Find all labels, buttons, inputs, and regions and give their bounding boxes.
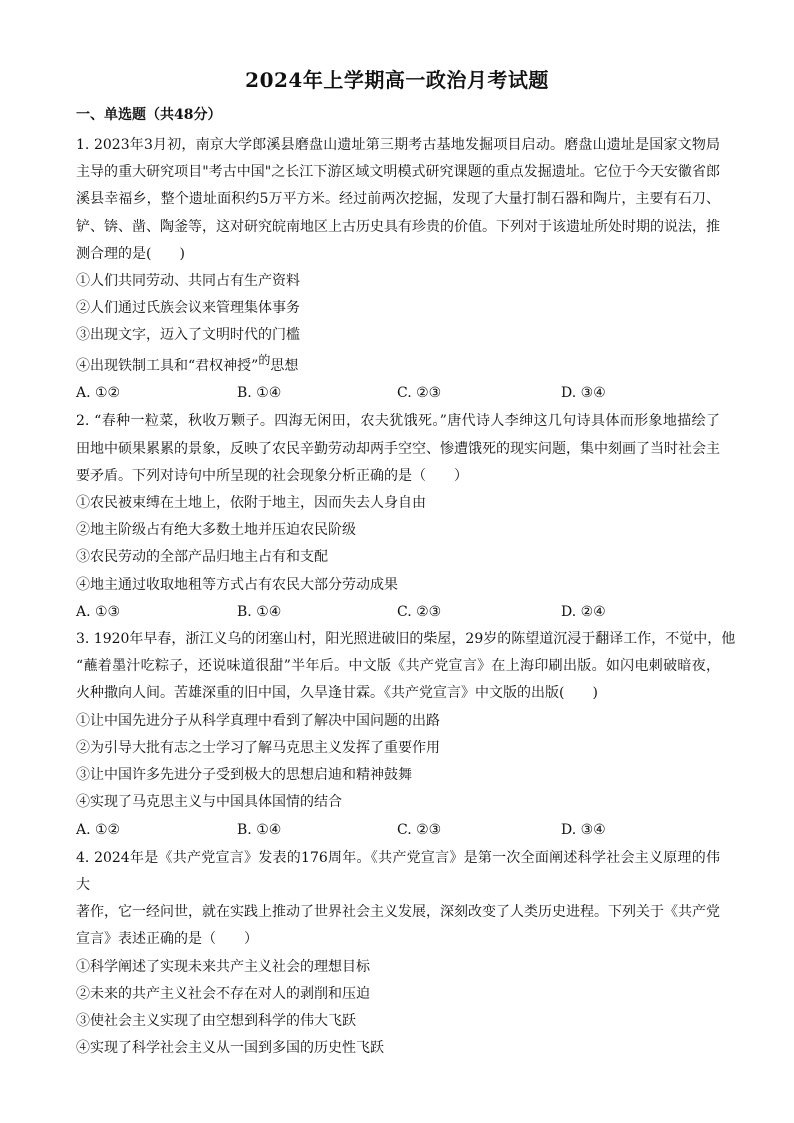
- q1-option-c: C. ②③: [397, 385, 442, 401]
- q1-statement-4-part-a: ④出现铁制工具和“君权神授”: [76, 358, 259, 374]
- q3-statement-4: ④实现了马克思主义与中国具体国情的结合: [76, 794, 342, 810]
- page-title: 2024年上学期高一政治月考试题: [245, 68, 549, 92]
- q3-statement-3: ③让中国许多先进分子受到极大的思想启迪和精神鼓舞: [76, 767, 412, 783]
- q2-stem-line-1: 2. “春种一粒菜，秋收万颗子。四海无闲田，农夫犹饿死。”唐代诗人李绅这几句诗具体而形象地描绘了: [76, 413, 720, 429]
- q1-option-a: A. ①②: [76, 385, 121, 401]
- q1-option-b: B. ①④: [237, 385, 282, 401]
- q4-stem-line-4: 宣言》表述正确的是（ ）: [76, 931, 258, 947]
- q1-statement-4: [76, 353, 299, 375]
- q4-stem-line-1: 4. 2024年是《共产党宣言》发表的176周年。《共产党宣言》是第一次全面阐述科学社会主义原理的伟: [76, 850, 720, 866]
- q2-statement-2: ②地主阶级占有绝大多数土地并压迫农民阶级: [76, 522, 356, 538]
- q1-stem-line-5: 测合理的是( ): [76, 246, 185, 262]
- q1-stem-line-3: 溪县幸福乡，整个遗址面积约5万平方米。经过前两次挖掘，发现了大量打制石器和陶片，主要有石刀、: [76, 191, 720, 207]
- q4-stem-line-2: 大: [76, 877, 90, 893]
- q2-statement-1: ①农民被束缚在土地上，依附于地主，因而失去人身自由: [76, 495, 426, 511]
- q2-stem-line-3: 要矛盾。下列对诗句中所呈现的社会现象分析正确的是（ ）: [76, 468, 468, 484]
- q2-option-c: C. ②③: [397, 604, 442, 620]
- q3-statement-1: ①让中国先进分子从科学真理中看到了解决中国问题的出路: [76, 713, 440, 729]
- q3-option-b: B. ①④: [237, 822, 282, 838]
- q2-statement-3: ③农民劳动的全部产品归地主占有和支配: [76, 549, 328, 565]
- q3-option-d: D. ③④: [561, 822, 606, 838]
- q4-stem-line-3: 著作，它一经问世，就在实践上推动了世界社会主义发展，深刻改变了人类历史进程。下列关于《共产党: [76, 904, 720, 920]
- q2-option-d: D. ②④: [561, 604, 606, 620]
- q1-stem-line-4: 铲、锛、凿、陶釜等，这对研究皖南地区上古历史具有珍贵的价值。下列对于该遗址所处时期的说法，推: [76, 219, 720, 235]
- q1-statement-2: ②人们通过氏族会议来管理集体事务: [76, 300, 300, 316]
- q2-option-a: A. ①③: [76, 604, 121, 620]
- q2-option-b: B. ①④: [237, 604, 282, 620]
- q1-statement-3: ③出现文字，迈入了文明时代的门槛: [76, 327, 300, 343]
- q3-option-a: A. ①②: [76, 822, 121, 838]
- q1-option-d: D. ③④: [561, 385, 606, 401]
- section-heading: 一、单选题（共48分）: [76, 107, 222, 123]
- q1-stem-line-1: 1. 2023年3月初，南京大学郎溪县磨盘山遗址第三期考古基地发掘项目启动。磨盘山遗址是国家文物局: [76, 137, 720, 153]
- q4-statement-4: ④实现了科学社会主义从一国到多国的历史性飞跃: [76, 1040, 384, 1056]
- q3-stem-line-1: 3. 1920年早春，浙江义乌的闭塞山村，阳光照进破旧的柴屋，29岁的陈望道沉浸于翻译工作，不觉中，他: [76, 631, 736, 647]
- q3-option-c: C. ②③: [397, 822, 442, 838]
- q4-statement-1: ①科学阐述了实现未来共产主义社会的理想目标: [76, 959, 370, 975]
- q1-statement-1: ①人们共同劳动、共同占有生产资料: [76, 273, 300, 289]
- q3-stem-line-3: 火种撒向人间。苦雄深重的旧中国，久旱逢甘霖。《共产党宣言》中文版的出版( ): [76, 685, 598, 701]
- q3-stem-line-2: “蘸着墨汁吃粽子，还说味道很甜”半年后。中文版《共产党宣言》在上海印刷出版。如闪电刺破暗夜，: [76, 658, 720, 674]
- q4-statement-2: ②未来的共产主义社会不存在对人的剥削和压迫: [76, 986, 370, 1002]
- q2-statement-4: ④地主通过收取地租等方式占有农民大部分劳动成果: [76, 577, 398, 593]
- q1-statement-4-raised-char: 的: [258, 353, 271, 367]
- q1-statement-4-part-b: 思想: [270, 358, 299, 374]
- q1-stem-line-2: 主导的重大研究项目"考古中国"之长江下游区域文明模式研究课题的重点发掘遗址。它位于今天安徽省郎: [76, 164, 720, 180]
- q2-stem-line-2: 田地中硕果累累的景象，反映了农民辛勤劳动却两手空空、惨遭饿死的现实问题，集中刻画了当时社会主: [76, 441, 720, 457]
- q3-statement-2: ②为引导大批有志之士学习了解马克思主义发挥了重要作用: [76, 740, 440, 756]
- q4-statement-3: ③使社会主义实现了由空想到科学的伟大飞跃: [76, 1013, 356, 1029]
